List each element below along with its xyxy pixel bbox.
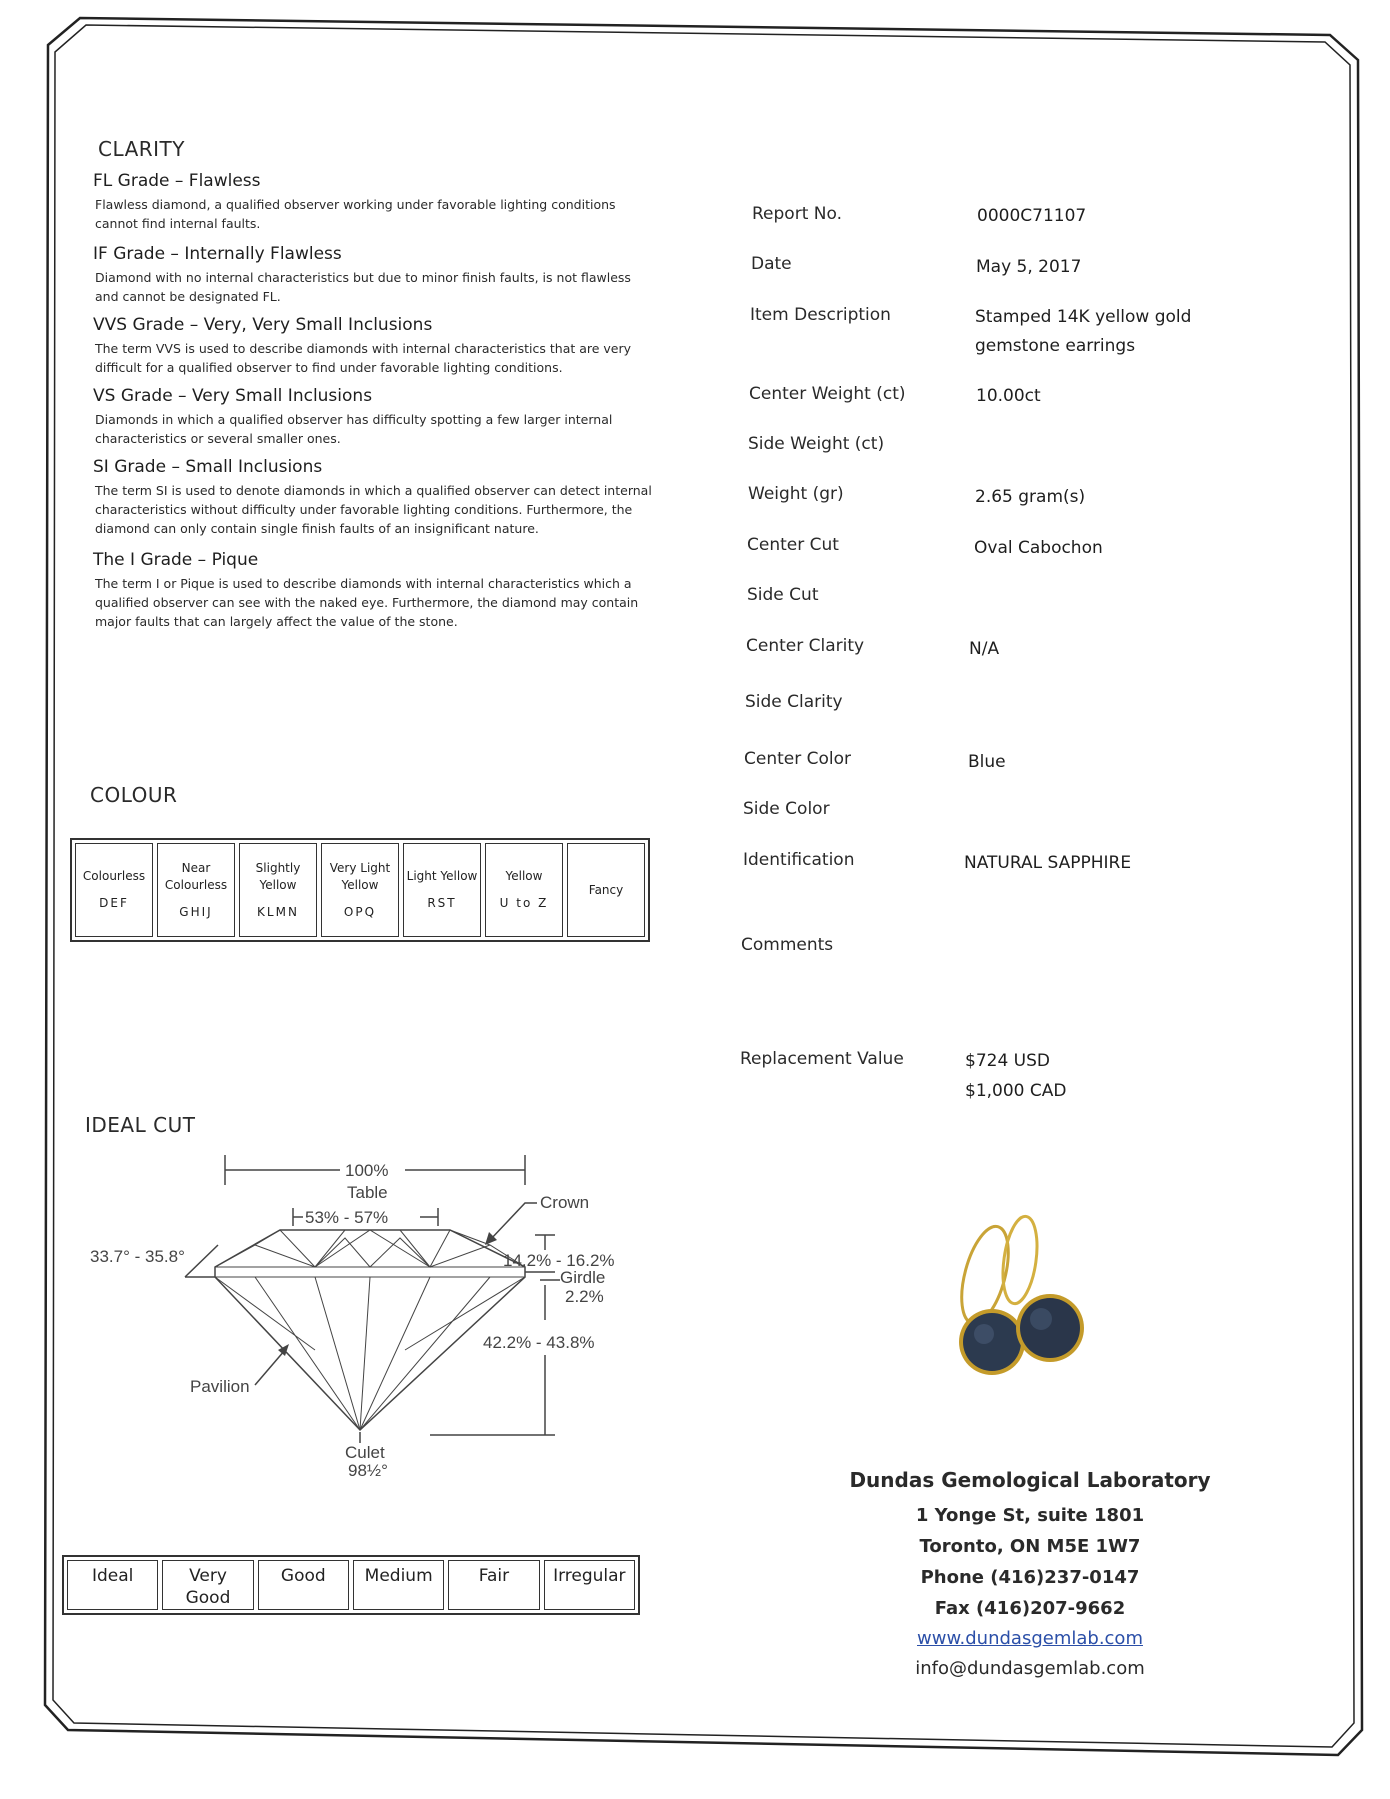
colour-label: Colourless xyxy=(82,869,146,883)
pavilion-depth-label: 42.2% - 43.8% xyxy=(483,1333,595,1352)
width-label: 100% xyxy=(345,1161,389,1180)
replacement-value-usd: $724 USD xyxy=(965,1051,1050,1071)
cut-grade-label-line2: Good xyxy=(185,1588,231,1608)
culet-label: Culet xyxy=(345,1443,385,1462)
lab-email: info@dundasgemlab.com xyxy=(915,1658,1145,1679)
laboratory-contact-block xyxy=(820,1468,1240,1684)
center-cut-value: Oval Cabochon xyxy=(974,538,1103,558)
center-color-value: Blue xyxy=(968,752,1006,772)
cut-grade-label: Medium xyxy=(364,1566,433,1586)
colour-cell xyxy=(321,843,399,937)
culet-angle-label: 98½° xyxy=(348,1461,388,1480)
girdle-value-label: 2.2% xyxy=(565,1287,604,1306)
colour-title: COLOUR xyxy=(90,783,178,807)
cut-grade-cell xyxy=(544,1560,635,1610)
cut-grade-scale xyxy=(62,1555,640,1615)
report-no-value: 0000C71107 xyxy=(977,206,1087,226)
colour-cell xyxy=(75,843,153,937)
comments-label: Comments xyxy=(741,935,834,955)
colour-cell xyxy=(567,843,645,937)
colour-label: Near Colourless xyxy=(164,860,228,892)
replacement-value-cad: $1,000 CAD xyxy=(965,1081,1067,1101)
girdle-label: Girdle xyxy=(560,1268,606,1287)
table-range-label: 53% - 57% xyxy=(305,1208,389,1227)
colour-cell xyxy=(485,843,563,937)
cut-grade-label: Good xyxy=(280,1566,326,1586)
grade-heading: VS Grade – Very Small Inclusions xyxy=(93,386,373,406)
grade-heading: SI Grade – Small Inclusions xyxy=(93,457,323,477)
pavilion-label: Pavilion xyxy=(190,1377,250,1396)
item-description-label: Item Description xyxy=(750,305,891,325)
weight-label: Weight (gr) xyxy=(748,484,844,504)
crown-height-label: 14.2% - 16.2% xyxy=(503,1251,615,1270)
center-weight-value: 10.00ct xyxy=(976,386,1041,406)
side-weight-label: Side Weight (ct) xyxy=(748,434,885,454)
cut-grade-label: Fair xyxy=(478,1566,510,1586)
colour-scale-table xyxy=(70,838,650,942)
colour-label: Fancy xyxy=(588,882,624,897)
colour-code: OPQ xyxy=(343,904,377,919)
side-cut-label: Side Cut xyxy=(747,585,819,605)
lab-phone: Phone (416)237-0147 xyxy=(920,1567,1140,1588)
colour-code: U to Z xyxy=(499,896,549,910)
cut-grade-cell xyxy=(448,1560,539,1610)
cut-grade-cell xyxy=(162,1560,253,1610)
side-color-label: Side Color xyxy=(743,799,830,819)
identification-label: Identification xyxy=(743,850,855,870)
identification-value: NATURAL SAPPHIRE xyxy=(964,853,1132,873)
cut-grade-cell xyxy=(67,1560,158,1610)
grade-heading: The I Grade – Pique xyxy=(93,550,259,570)
side-clarity-label: Side Clarity xyxy=(745,692,843,712)
grade-i xyxy=(93,550,653,631)
ideal-cut-title: IDEAL CUT xyxy=(85,1113,196,1137)
colour-label: Very Light Yellow xyxy=(329,860,391,892)
report-no-label: Report No. xyxy=(752,204,842,224)
table-label: Table xyxy=(347,1183,388,1202)
item-description-value: Stamped 14K yellow gold xyxy=(975,307,1192,327)
grade-vs xyxy=(93,386,653,448)
colour-cell xyxy=(403,843,481,937)
grade-description: The term SI is used to denote diamonds in which a qualified observer can detect internal characteristics without difficulty under favorable lighting conditions. Furthermore, the diamond can only contain single finish faults of an insignificant nature. xyxy=(95,483,652,536)
grade-description: Diamond with no internal characteristics but due to minor finish faults, is not flawless and cannot be designated FL. xyxy=(95,270,631,304)
clarity-title: CLARITY xyxy=(98,137,185,161)
date-label: Date xyxy=(751,254,792,274)
grade-heading: FL Grade – Flawless xyxy=(93,171,261,191)
grade-si xyxy=(93,457,653,538)
crown-angle-label: 33.7° - 35.8° xyxy=(90,1247,185,1266)
cut-grade-label: Irregular xyxy=(553,1566,626,1586)
colour-code: RST xyxy=(427,896,457,910)
center-cut-label: Center Cut xyxy=(747,535,839,555)
item-description-value-line2: gemstone earrings xyxy=(975,336,1136,356)
lab-address-line2: Toronto, ON M5E 1W7 xyxy=(919,1536,1141,1557)
center-color-label: Center Color xyxy=(744,749,852,769)
colour-cell xyxy=(157,843,235,937)
cut-grade-cell xyxy=(258,1560,349,1610)
diamond-proportions-diagram xyxy=(85,1150,645,1485)
lab-website-link[interactable]: www.dundasgemlab.com xyxy=(917,1628,1143,1649)
crown-label: Crown xyxy=(540,1193,590,1212)
colour-label: Light Yellow xyxy=(406,869,478,883)
colour-code: KLMN xyxy=(257,904,299,919)
weight-value: 2.65 gram(s) xyxy=(975,487,1086,507)
grade-heading: IF Grade – Internally Flawless xyxy=(93,244,342,264)
center-clarity-label: Center Clarity xyxy=(746,636,865,656)
date-value: May 5, 2017 xyxy=(976,257,1082,277)
grade-description: Flawless diamond, a qualified observer working under favorable lighting conditions cannot find internal faults. xyxy=(95,197,616,231)
replacement-value-label: Replacement Value xyxy=(740,1049,904,1069)
colour-label: Slightly Yellow xyxy=(255,860,301,892)
lab-address-line1: 1 Yonge St, suite 1801 xyxy=(915,1505,1145,1526)
lab-fax: Fax (416)207-9662 xyxy=(934,1598,1126,1619)
grade-description: Diamonds in which a qualified observer has difficulty spotting a few larger internal characteristics or several smaller ones. xyxy=(95,412,613,446)
grade-if xyxy=(93,244,653,306)
grade-heading: VVS Grade – Very, Very Small Inclusions xyxy=(93,315,433,335)
colour-label: Yellow xyxy=(505,869,543,883)
grade-description: The term VVS is used to describe diamonds with internal characteristics that are very difficult for a qualified observer to find under favorable lighting conditions. xyxy=(95,341,632,375)
colour-code: GHIJ xyxy=(179,904,213,919)
colour-code: DEF xyxy=(99,896,129,910)
center-weight-label: Center Weight (ct) xyxy=(749,384,906,404)
center-clarity-value: N/A xyxy=(969,639,1000,659)
cut-grade-label: Ideal xyxy=(91,1566,134,1586)
colour-cell xyxy=(239,843,317,937)
cut-grade-cell xyxy=(353,1560,444,1610)
grade-vvs xyxy=(93,315,653,377)
earrings-photo xyxy=(940,1210,1100,1385)
cut-grade-label: Very xyxy=(189,1566,227,1586)
lab-name: Dundas Gemological Laboratory xyxy=(849,1468,1211,1492)
grade-fl xyxy=(93,171,653,233)
grade-description: The term I or Pique is used to describe diamonds with internal characteristics which a qualified observer can see with the naked eye. Furthermore, the diamond may contain major faults that can largely affect the value of the stone. xyxy=(95,576,639,629)
